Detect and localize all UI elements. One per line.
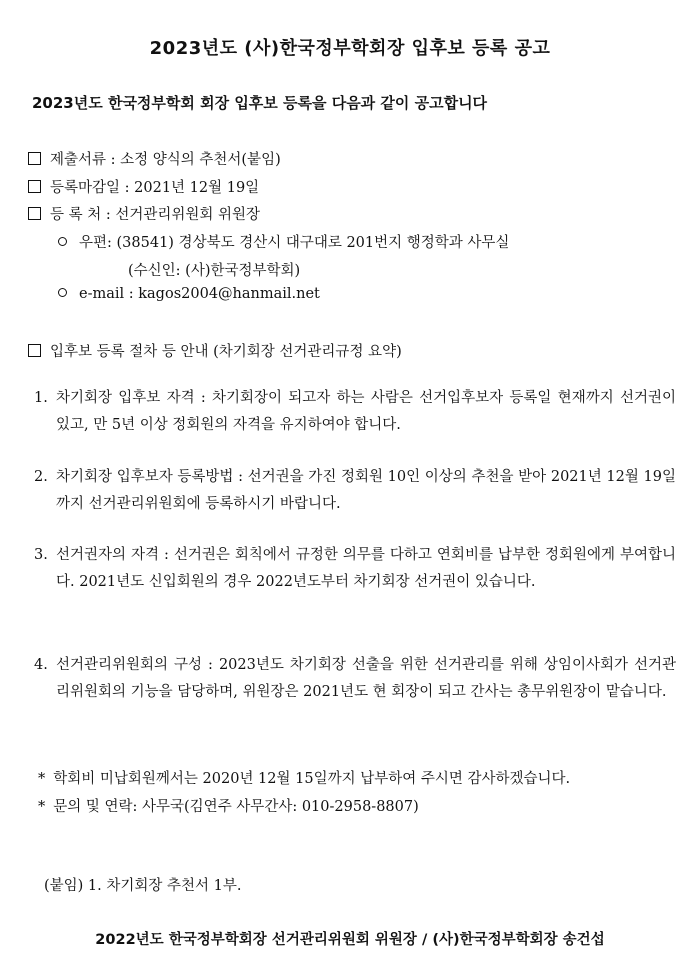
email-text: e-mail : kagos2004@hanmail.net [79, 286, 320, 302]
rule-paragraph-3 [34, 542, 676, 596]
item-registration-office-label: 등 록 처 : 선거관리위원회 위원장 [50, 207, 261, 223]
address-text: 우편: (38541) 경상북도 경산시 대구대로 201번지 행정학과 사무실 [79, 235, 510, 251]
checkbox-square-icon [28, 180, 41, 193]
document-footer: 2022년도 한국정부학회장 선거관리위원회 위원장 / (사)한국정부학회장 송건섭 [95, 932, 605, 948]
bullet-circle-icon [58, 237, 67, 246]
address-line [58, 231, 509, 252]
rule-paragraph-4 [34, 652, 676, 706]
checkbox-square-icon [28, 207, 41, 220]
attachment-note: (붙임) 1. 차기회장 추천서 1부. [44, 878, 242, 894]
item-registration-office [28, 203, 260, 224]
rule-paragraph-1 [34, 385, 676, 439]
rule-number: 1. [34, 390, 48, 406]
guide-heading-label: 입후보 등록 절차 등 안내 (차기회장 선거관리규정 요약) [50, 344, 402, 360]
rule-number: 3. [34, 547, 48, 563]
item-documents-label: 제출서류 : 소정 양식의 추천서(붙임) [50, 152, 281, 168]
item-deadline [28, 176, 259, 197]
asterisk-icon: * [38, 771, 46, 787]
rule-number: 4. [34, 657, 48, 673]
rule-text: 차기회장 입후보 자격 : 차기회장이 되고자 하는 사람은 선거입후보자 등록일 현재까지 선거권이 있고, 만 5년 이상 정회원의 자격을 유지하여야 합니다. [56, 390, 676, 433]
asterisk-icon: * [38, 799, 46, 815]
guide-heading [28, 340, 402, 361]
document-title: 2023년도 (사)한국정부학회장 입후보 등록 공고 [149, 38, 551, 59]
checkbox-square-icon [28, 152, 41, 165]
bullet-circle-icon [58, 288, 67, 297]
document-subtitle: 2023년도 한국정부학회 회장 입후보 등록을 다음과 같이 공고합니다 [32, 94, 488, 112]
item-documents [28, 148, 281, 169]
note-contact [38, 795, 419, 816]
note-fee-text: 학회비 미납회원께서는 2020년 12월 15일까지 납부하여 주시면 감사하겠습니다. [53, 771, 571, 787]
note-contact-text: 문의 및 연락: 사무국(김연주 사무간사: 010-2958-8807) [53, 799, 419, 815]
rule-number: 2. [34, 469, 48, 485]
rule-paragraph-2 [34, 464, 676, 518]
email-line [58, 286, 320, 302]
address-recipient: (수신인: (사)한국정부학회) [128, 263, 301, 279]
rule-text: 선거권자의 자격 : 선거권은 회칙에서 규정한 의무를 다하고 연회비를 납부한 정회원에게 부여합니다. 2021년도 신입회원의 경우 2022년도부터 차기회장 선거권이 있습니다. [56, 547, 676, 590]
rule-text: 차기회장 입후보자 등록방법 : 선거권을 가진 정회원 10인 이상의 추천을 받아 2021년 12월 19일까지 선거관리위원회에 등록하시기 바랍니다. [56, 469, 676, 512]
note-fee [38, 767, 570, 788]
item-deadline-label: 등록마감일 : 2021년 12월 19일 [50, 180, 260, 196]
rule-text: 선거관리위원회의 구성 : 2023년도 차기회장 선출을 위한 선거관리를 위해 상임이사회가 선거관리위원회의 기능을 담당하며, 위원장은 2021년도 현 회장이 되고 간사는 총무위원장이 맡습니다. [56, 657, 676, 700]
checkbox-square-icon [28, 344, 41, 357]
